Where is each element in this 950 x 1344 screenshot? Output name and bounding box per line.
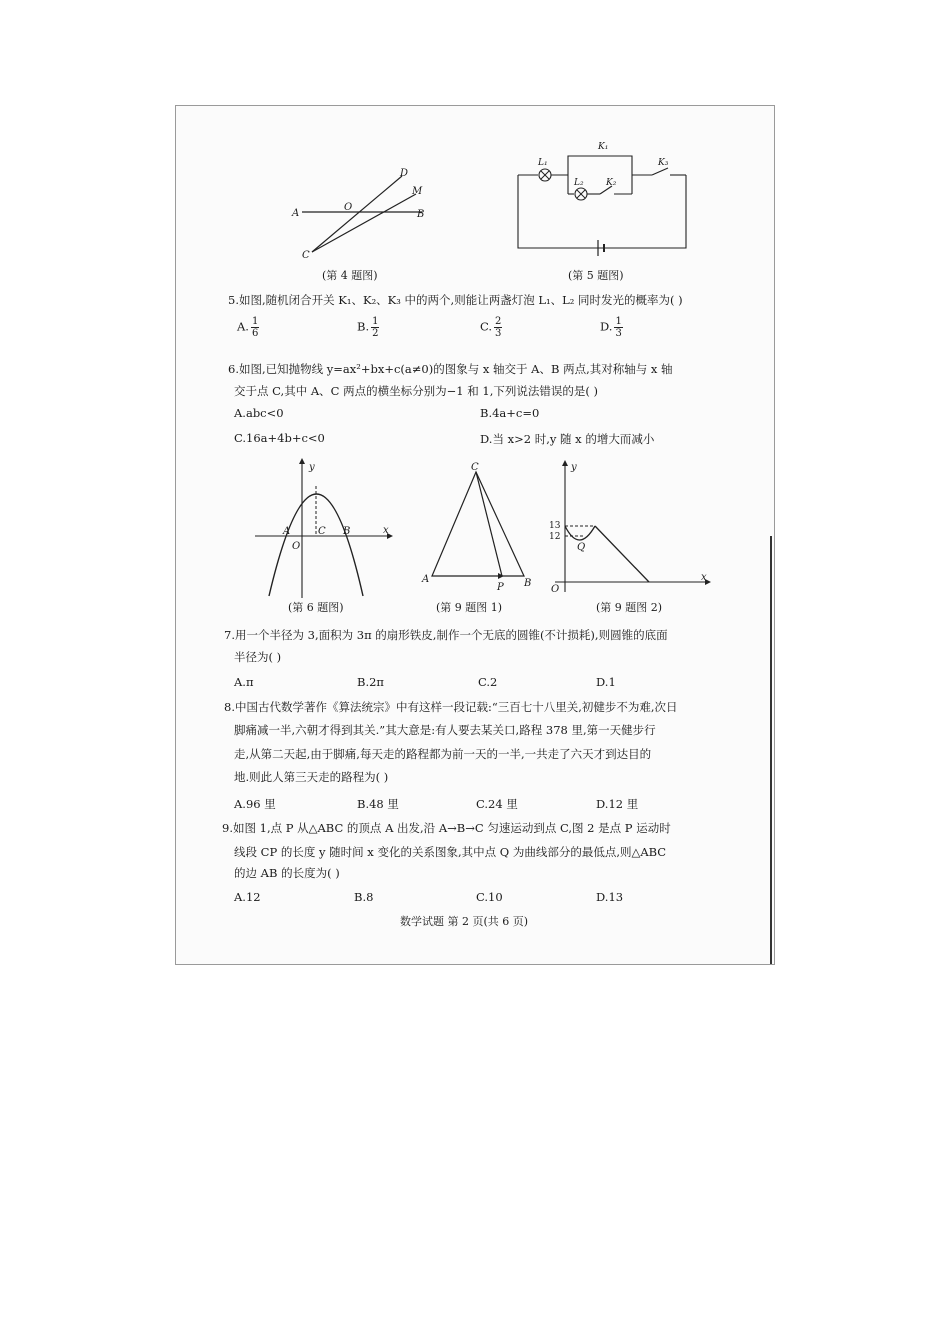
fig6-label-B: B	[343, 526, 351, 537]
q5-option-c-prefix: C.	[480, 319, 493, 334]
q7-option-d: D.1	[596, 675, 616, 689]
figure-4-diagram	[290, 160, 440, 265]
q7-option-a: A.π	[234, 675, 254, 689]
fig9b-tick-12: 12	[549, 532, 561, 542]
figure-6-parabola	[255, 458, 395, 598]
q5-option-d-prefix: D.	[600, 319, 613, 334]
question-5-stem: 5.如图,随机闭合开关 K₁、K₂、K₃ 中的两个,则能让两盏灯泡 L₁、L₂ 同时发光的概率为( )	[228, 293, 683, 307]
question-6-line-1: 6.如图,已知抛物线 y=ax²+bx+c(a≠0)的图象与 x 轴交于 A、B 两点,其对称轴与 x 轴	[228, 362, 673, 376]
q5-option-a	[237, 316, 259, 339]
label-D: D	[400, 168, 409, 179]
figure-4-caption: (第 4 题图)	[322, 269, 378, 282]
question-8-line-1: 8.中国古代数学著作《算法统宗》中有这样一段记载:“三百七十八里关,初健步不为难,次日	[224, 700, 678, 714]
q5-option-b	[357, 316, 379, 339]
q5-option-c-num: 2	[495, 316, 502, 327]
q5-option-b-num: 1	[372, 316, 379, 327]
figure-9-2-caption: (第 9 题图 2)	[596, 601, 663, 614]
q5-option-d-den: 3	[615, 328, 622, 339]
fig6-label-x: x	[383, 525, 389, 536]
q5-option-a-prefix: A.	[237, 319, 249, 334]
fig6-label-O: O	[292, 541, 301, 552]
label-C: C	[302, 250, 310, 261]
q5-option-a-num: 1	[251, 316, 259, 327]
q6-option-a: A.abc<0	[234, 406, 284, 420]
label-K3: K₃	[658, 158, 669, 168]
fig9a-label-B: B	[524, 578, 532, 589]
fig9b-label-O: O	[551, 584, 560, 595]
fig9b-label-y: y	[571, 462, 577, 473]
question-8-line-2: 脚痛减一半,六朝才得到其关.”其大意是:有人要去某关口,路程 378 里,第一天健步行	[234, 723, 656, 737]
question-9-line-2: 线段 CP 的长度 y 随时间 x 变化的关系图象,其中点 Q 为曲线部分的最低点,则△ABC	[234, 845, 667, 859]
q6-option-b: B.4a+c=0	[480, 406, 540, 420]
question-9-line-1: 9.如图 1,点 P 从△ABC 的顶点 A 出发,沿 A→B→C 匀速运动到点 C,图 2 是点 P 运动时	[222, 821, 671, 835]
page-footer: 数学试题 第 2 页(共 6 页)	[400, 915, 529, 928]
fig9b-label-Q: Q	[577, 542, 586, 553]
q9-option-a: A.12	[234, 890, 261, 904]
q7-option-c: C.2	[478, 675, 498, 689]
figure-9-1-caption: (第 9 题图 1)	[436, 601, 503, 614]
q5-option-c-den: 3	[495, 328, 502, 339]
q5-option-b-prefix: B.	[357, 319, 370, 334]
figure-9-graph	[545, 458, 715, 598]
figure-9-triangle	[420, 458, 540, 598]
q7-option-b: B.2π	[357, 675, 384, 689]
q6-option-c: C.16a+4b+c<0	[234, 431, 325, 445]
q8-option-a: A.96 里	[234, 797, 276, 811]
q5-option-a-den: 6	[251, 328, 259, 339]
fig6-label-A: A	[283, 526, 291, 537]
q9-option-c: C.10	[476, 890, 503, 904]
label-A: A	[292, 208, 300, 219]
label-O: O	[344, 202, 353, 213]
label-K2: K₂	[606, 178, 617, 188]
question-8-line-4: 地.则此人第三天走的路程为( )	[234, 770, 389, 784]
question-6-line-2: 交于点 C,其中 A、C 两点的横坐标分别为−1 和 1,下列说法错误的是( )	[234, 384, 598, 398]
q8-option-c: C.24 里	[476, 797, 518, 811]
q6-option-d: D.当 x>2 时,y 随 x 的增大而减小	[480, 432, 655, 446]
label-L2: L₂	[574, 178, 584, 188]
question-9-line-3: 的边 AB 的长度为( )	[234, 866, 340, 880]
question-7-line-1: 7.用一个半径为 3,面积为 3π 的扇形铁皮,制作一个无底的圆锥(不计损耗),则圆锥的底面	[224, 628, 668, 642]
q5-option-b-den: 2	[372, 328, 379, 339]
q5-option-d	[600, 316, 623, 339]
fig9a-label-P: P	[497, 582, 504, 593]
q8-option-b: B.48 里	[357, 797, 399, 811]
fig9b-tick-13: 13	[549, 521, 561, 531]
q5-option-c	[480, 316, 502, 339]
figure-5-caption: (第 5 题图)	[568, 269, 624, 282]
label-B: B	[417, 209, 425, 220]
question-7-line-2: 半径为( )	[234, 650, 282, 664]
fig9a-label-C: C	[471, 462, 479, 473]
label-K1: K₁	[598, 142, 609, 152]
figure-5-circuit	[512, 140, 692, 255]
q9-option-d: D.13	[596, 890, 624, 904]
q8-option-d: D.12 里	[596, 797, 639, 811]
fig6-label-C: C	[318, 526, 326, 537]
label-M: M	[412, 186, 423, 197]
label-L1: L₁	[538, 158, 548, 168]
fig9b-label-x: x	[701, 572, 707, 583]
question-8-line-3: 走,从第二天起,由于脚痛,每天走的路程都为前一天的一半,一共走了六天才到达目的	[234, 747, 652, 761]
fig9a-label-A: A	[422, 574, 430, 585]
q9-option-b: B.8	[354, 890, 374, 904]
figure-6-caption: (第 6 题图)	[288, 601, 344, 614]
q5-option-d-num: 1	[615, 316, 622, 327]
fig6-label-y: y	[309, 462, 315, 473]
